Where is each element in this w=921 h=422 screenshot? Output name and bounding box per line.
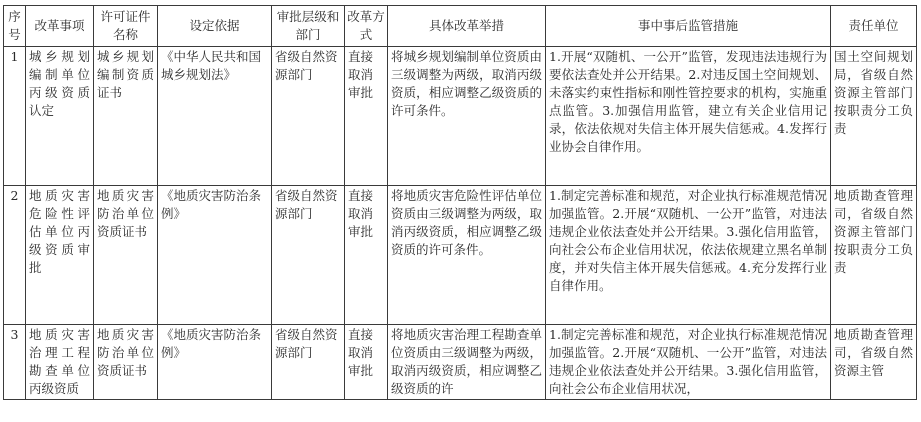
cell-license: 城乡规划编制资质证书	[94, 47, 158, 186]
cell-basis	[158, 325, 272, 400]
cell-no-text: 3	[10, 327, 19, 342]
header-row	[4, 6, 917, 47]
cell-measures	[388, 325, 546, 400]
cell-unit: 地质勘查管理司，省级自然资源主管部门按职责分工负责	[831, 186, 917, 325]
cell-level	[272, 325, 345, 400]
header-level: 审批层级和部门	[272, 6, 345, 47]
cell-no: 2	[4, 186, 26, 325]
cell-basis: 《中华人民共和国城乡规划法》	[158, 47, 272, 186]
cell-basis: 《地质灾害防治条例》	[158, 186, 272, 325]
cell-license	[94, 325, 158, 400]
cell-item-text: 地质灾害治理工程勘查单位丙级资质	[29, 327, 90, 396]
cell-basis-text: 《地质灾害防治条例》	[161, 327, 262, 360]
cell-supervision	[546, 325, 831, 400]
table-row	[4, 186, 917, 325]
header-item: 改革事项	[26, 6, 94, 47]
cell-no	[4, 325, 26, 400]
cell-measures-text: 将地质灾害治理工程勘查单位资质由三级调整为两级，取消丙级资质，相应调整乙级资质的许	[391, 327, 542, 396]
cell-unit-text: 地质勘查管理司，省级自然资源主管	[834, 327, 913, 378]
cell-item: 地质灾害危险性评估单位丙级资质审批	[26, 186, 94, 325]
header-unit: 责任单位	[831, 6, 917, 47]
cell-measures: 将城乡规划编制单位资质由三级调整为两级，取消丙级资质，相应调整乙级资质的许可条件。	[388, 47, 546, 186]
header-basis: 设定依据	[158, 6, 272, 47]
header-supervision: 事中事后监管措施	[546, 6, 831, 47]
header-measures: 具体改革举措	[388, 6, 546, 47]
cell-measures: 将地质灾害危险性评估单位资质由三级调整为两级，取消丙级资质，相应调整乙级资质的许可条件。	[388, 186, 546, 325]
cell-method: 直接取消审批	[345, 186, 388, 325]
table-row	[4, 47, 917, 186]
cell-item: 城乡规划编制单位丙级资质认定	[26, 47, 94, 186]
header-method: 改革方式	[345, 6, 388, 47]
cell-supervision-text: 1.制定完善标准和规范，对企业执行标准规范情况加强监管。2.开展“双随机、一公开”监管，对违法违规企业依法查处并公开结果。3.强化信用监管，向社会公布企业信用状况，	[549, 327, 827, 396]
cell-level: 省级自然资源部门	[272, 186, 345, 325]
cell-supervision: 1.制定完善标准和规范，对企业执行标准规范情况加强监管。2.开展“双随机、一公开”监管，对违法违规企业依法查处并公开结果。3.强化信用监管，向社会公布企业信用状况，依法依规建立黑名单制度，并对失信主体开展失信惩戒。4.充分发挥行业自律作用。	[546, 186, 831, 325]
reform-table	[3, 5, 917, 400]
cell-unit	[831, 325, 917, 400]
cell-license-text: 地质灾害防治单位资质证书	[97, 327, 154, 378]
table-row	[4, 325, 917, 400]
cell-supervision: 1.开展“双随机、一公开”监管，发现违法违规行为要依法查处并公开结果。2.对违反国土空间规划、未落实约束性指标和刚性管控要求的机构，实施重点监管。3.加强信用监管，建立有关企业信用记录，依法依规对失信主体开展失信惩戒。4.发挥行业协会自律作用。	[546, 47, 831, 186]
cell-method	[345, 325, 388, 400]
cell-license: 地质灾害防治单位资质证书	[94, 186, 158, 325]
cell-method-text: 直接取消审批	[348, 327, 374, 378]
cell-unit: 国土空间规划局，省级自然资源主管部门按职责分工负责	[831, 47, 917, 186]
cell-level-text: 省级自然资源部门	[275, 327, 338, 360]
cell-no: 1	[4, 47, 26, 186]
cell-level: 省级自然资源部门	[272, 47, 345, 186]
header-no: 序号	[4, 6, 26, 47]
cell-item	[26, 325, 94, 400]
header-license: 许可证件名称	[94, 6, 158, 47]
cell-method: 直接取消审批	[345, 47, 388, 186]
